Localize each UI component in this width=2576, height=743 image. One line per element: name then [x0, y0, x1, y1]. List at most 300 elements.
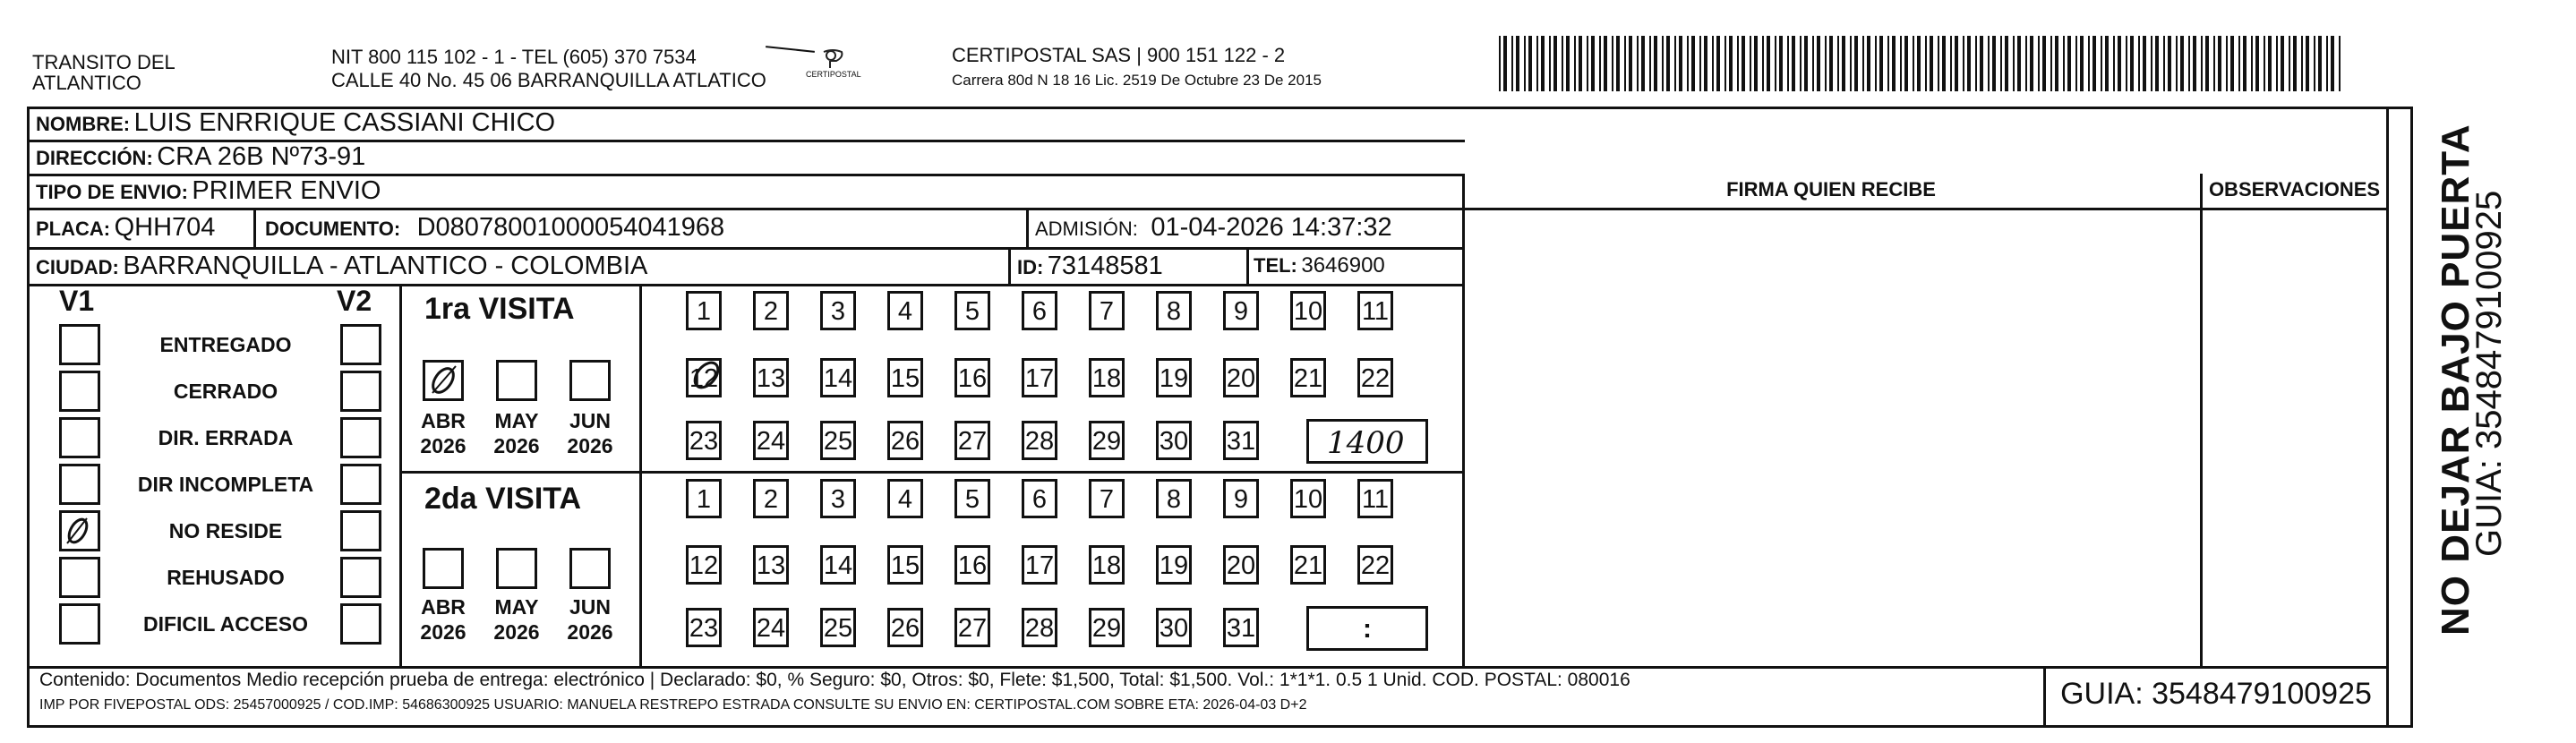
sender-address: CALLE 40 No. 45 06 BARRANQUILLA ATLATICO — [331, 69, 766, 91]
day-box[interactable] — [954, 479, 990, 518]
barcode-bar — [1579, 36, 1582, 91]
barcode-bar — [2101, 36, 2102, 91]
month-label: ABR 2026 — [420, 409, 466, 457]
day-number: 9 — [1233, 485, 1249, 514]
second-visit-time-box[interactable] — [1306, 606, 1428, 651]
day-number: 4 — [897, 297, 913, 326]
footer-guia: GUIA: 3548479100925 — [2060, 677, 2372, 711]
day-number: 19 — [1159, 364, 1189, 393]
day-box[interactable] — [820, 479, 856, 518]
barcode-bar — [1904, 36, 1908, 91]
barcode-bar — [2281, 36, 2284, 91]
footer-imp: IMP POR FIVEPOSTAL ODS: 25457000925 / COD.IMP: 54686300925 USUARIO: MANUELA RESTREPO ESTRADA CONSULTE SU ENVIO EN: CERTIPOSTAL.COM SOBRE ETA: 2026-04-03 D+2 — [39, 697, 1307, 713]
barcode-bar — [1691, 36, 1695, 91]
nombre-value: LUIS ENRRIQUE CASSIANI CHICO — [133, 108, 556, 137]
barcode-bar — [2005, 36, 2008, 91]
barcode-bar — [1612, 36, 1613, 91]
barcode-bar — [2301, 36, 2303, 91]
day-box[interactable] — [1089, 545, 1125, 585]
day-number: 6 — [1031, 297, 1048, 326]
v2-checkbox[interactable] — [340, 324, 381, 365]
day-box[interactable] — [887, 421, 923, 460]
barcode-bar — [1867, 36, 1870, 91]
barcode-bar — [2067, 36, 2071, 91]
day-box[interactable] — [753, 358, 789, 397]
barcode-bar — [2331, 36, 2334, 91]
day-number: 29 — [1091, 427, 1122, 456]
month-checkbox[interactable] — [423, 360, 464, 401]
direccion-value: CRA 26B Nº73-91 — [157, 142, 366, 171]
barcode-bar — [2276, 36, 2278, 91]
day-number: 26 — [890, 614, 920, 643]
month-checkbox[interactable] — [423, 548, 464, 589]
day-number: 19 — [1159, 551, 1189, 580]
barcode-bar — [1666, 36, 1670, 91]
v2-header: V2 — [337, 285, 372, 317]
barcode-bar — [2226, 36, 2228, 91]
day-box[interactable] — [954, 421, 990, 460]
barcode-bar — [1942, 36, 1946, 91]
barcode-bar — [2176, 36, 2178, 91]
day-box[interactable] — [820, 358, 856, 397]
day-number: 21 — [1293, 551, 1323, 580]
barcode-bar — [2230, 36, 2234, 91]
barcode-bar — [1724, 36, 1726, 91]
v1-header: V1 — [59, 285, 95, 317]
day-number: 24 — [756, 614, 786, 643]
day-number: 25 — [823, 427, 853, 456]
tipo-label: TIPO DE ENVIO: — [36, 181, 188, 203]
barcode-bar — [1503, 36, 1507, 91]
barcode-bar — [2326, 36, 2328, 91]
day-number: 29 — [1091, 614, 1122, 643]
day-box[interactable] — [1022, 545, 1057, 585]
barcode-bar — [1967, 36, 1971, 91]
month-label: MAY 2026 — [493, 409, 540, 457]
day-box[interactable] — [820, 291, 856, 330]
first-visit-title: 1ra VISITA — [424, 292, 575, 326]
day-box[interactable] — [1022, 358, 1057, 397]
barcode-bar — [1792, 36, 1795, 91]
day-box[interactable] — [1156, 608, 1192, 647]
barcode-bar — [1562, 36, 1563, 91]
barcode-bar — [1499, 36, 1501, 91]
day-box[interactable] — [1223, 608, 1259, 647]
tipo-field — [36, 176, 381, 206]
month-label: JUN 2026 — [567, 409, 613, 457]
barcode-bar — [2251, 36, 2253, 91]
barcode-bar — [1528, 36, 1532, 91]
day-box[interactable] — [1089, 479, 1125, 518]
barcode-bar — [1879, 36, 1883, 91]
day-box[interactable] — [1290, 291, 1326, 330]
day-box[interactable] — [1089, 291, 1125, 330]
barcode-bar — [2017, 36, 2021, 91]
month-label: ABR 2026 — [420, 595, 466, 644]
day-number: 5 — [964, 485, 980, 514]
v2-checkbox[interactable] — [340, 464, 381, 505]
month-label: MAY 2026 — [493, 595, 540, 644]
barcode-bar — [1754, 36, 1758, 91]
barcode-bar — [2130, 36, 2134, 91]
v1-checkbox[interactable] — [59, 603, 100, 645]
day-box[interactable] — [753, 608, 789, 647]
barcode-bar — [1779, 36, 1783, 91]
barcode-bar — [1767, 36, 1770, 91]
barcode-bar — [2218, 36, 2221, 91]
month-checkbox[interactable] — [496, 548, 537, 589]
day-box[interactable] — [1089, 608, 1125, 647]
barcode-bar — [1549, 36, 1551, 91]
barcode-bar — [1654, 36, 1657, 91]
barcode-bar — [2193, 36, 2196, 91]
barcode-bar — [1854, 36, 1858, 91]
barcode-bar — [1812, 36, 1814, 91]
id-value: 73148581 — [1047, 252, 1163, 280]
day-number: 18 — [1091, 551, 1122, 580]
barcode-bar — [1699, 36, 1701, 91]
day-box[interactable] — [1290, 479, 1326, 518]
ciudad-label: CIUDAD: — [36, 256, 119, 278]
barcode-bar — [1574, 36, 1576, 91]
barcode-bar — [1662, 36, 1664, 91]
barcode-bar — [1829, 36, 1833, 91]
barcode-bar — [1750, 36, 1751, 91]
day-box[interactable] — [1357, 479, 1393, 518]
v2-checkbox[interactable] — [340, 557, 381, 598]
day-box[interactable] — [1223, 421, 1259, 460]
day-number: 11 — [1361, 485, 1390, 514]
firma-header: FIRMA QUIEN RECIBE — [1726, 178, 1936, 201]
barcode-bar — [2339, 36, 2341, 91]
status-label: DIFICIL ACCESO — [142, 612, 308, 636]
day-number: 10 — [1293, 485, 1323, 514]
day-box[interactable] — [954, 358, 990, 397]
day-number: 31 — [1226, 427, 1256, 456]
sender-name-line1: TRANSITO DEL — [32, 51, 175, 73]
day-box[interactable] — [1357, 545, 1393, 585]
day-box[interactable] — [887, 608, 923, 647]
barcode-bar — [2000, 36, 2002, 91]
documento-field — [265, 213, 724, 243]
status-label: NO RESIDE — [168, 519, 283, 542]
barcode-bar — [1637, 36, 1639, 91]
handwritten-mark-icon — [425, 363, 461, 398]
day-box[interactable] — [1022, 291, 1057, 330]
barcode-bar — [1541, 36, 1545, 91]
barcode-bar — [1553, 36, 1557, 91]
barcode-bar — [1917, 36, 1921, 91]
month-label: JUN 2026 — [567, 595, 613, 644]
day-number: 18 — [1091, 364, 1122, 393]
day-box[interactable] — [1156, 545, 1192, 585]
day-number: 28 — [1024, 427, 1055, 456]
barcode-bar — [1704, 36, 1707, 91]
day-box[interactable] — [1223, 479, 1259, 518]
day-box[interactable] — [954, 608, 990, 647]
barcode-bar — [1616, 36, 1620, 91]
barcode-bar — [1624, 36, 1626, 91]
day-box[interactable] — [753, 479, 789, 518]
id-field — [1017, 252, 1163, 281]
day-box[interactable] — [887, 358, 923, 397]
barcode-bar — [1729, 36, 1733, 91]
barcode-bar — [1892, 36, 1896, 91]
day-number: 13 — [756, 551, 786, 580]
barcode-bar — [1775, 36, 1776, 91]
v2-checkbox[interactable] — [340, 417, 381, 458]
barcode-bar — [1992, 36, 1996, 91]
day-number: 27 — [957, 614, 988, 643]
day-box[interactable] — [1156, 479, 1192, 518]
tel-label: TEL: — [1254, 254, 1297, 277]
day-number: 30 — [1159, 427, 1189, 456]
barcode-bar — [1900, 36, 1902, 91]
day-number: 31 — [1226, 614, 1256, 643]
day-box[interactable] — [887, 291, 923, 330]
barcode-bar — [2255, 36, 2259, 91]
status-label: CERRADO — [173, 380, 278, 403]
day-box[interactable] — [686, 421, 722, 460]
day-box[interactable] — [887, 479, 923, 518]
day-number: 16 — [957, 551, 988, 580]
barcode-bar — [2025, 36, 2027, 91]
barcode-bar — [2268, 36, 2272, 91]
barcode-bar — [2155, 36, 2159, 91]
day-number: 2 — [763, 485, 779, 514]
handwritten-mark-icon — [687, 357, 726, 397]
side-guia: GUIA: 3548479100925 — [2469, 190, 2509, 557]
day-box[interactable] — [1290, 545, 1326, 585]
barcode-bar — [1804, 36, 1808, 91]
day-box[interactable] — [820, 421, 856, 460]
handwritten-mark-icon — [62, 513, 98, 549]
day-box[interactable] — [887, 545, 923, 585]
observaciones-header: OBSERVACIONES — [2208, 178, 2381, 201]
month-checkbox[interactable] — [569, 360, 611, 401]
day-number: 10 — [1293, 297, 1323, 326]
status-label: ENTREGADO — [159, 333, 292, 356]
barcode-bar — [1850, 36, 1852, 91]
barcode-bar — [2030, 36, 2033, 91]
footer-contenido: Contenido: Documentos Medio recepción prueba de entrega: electrónico | Declarado: $0, % Seguro: $0, Otros: $0, Flete: $1,500, Total: $1,500. Vol.: 1*1*1. 0.5 1 Unid. COD. POSTAL: 080016 — [39, 670, 1630, 690]
v1-checkbox[interactable] — [59, 417, 100, 458]
day-number: 15 — [890, 364, 920, 393]
month-checkbox[interactable] — [569, 548, 611, 589]
barcode-bar — [2088, 36, 2090, 91]
barcode-bar — [2075, 36, 2077, 91]
barcode-bar — [1955, 36, 1958, 91]
day-box[interactable] — [1156, 291, 1192, 330]
day-box[interactable] — [820, 545, 856, 585]
barcode-bar — [2126, 36, 2127, 91]
barcode-bar — [1649, 36, 1651, 91]
barcode-bar — [1950, 36, 1952, 91]
direccion-label: DIRECCIÓN: — [36, 147, 153, 169]
v1-checkbox[interactable] — [59, 510, 100, 551]
barcode-bar — [2243, 36, 2247, 91]
day-box[interactable] — [1089, 358, 1125, 397]
placa-field — [36, 213, 215, 243]
day-number: 17 — [1024, 551, 1055, 580]
day-number: 11 — [1361, 297, 1390, 326]
v1-checkbox[interactable] — [59, 371, 100, 412]
day-box[interactable] — [686, 545, 722, 585]
barcode-bar — [1963, 36, 1964, 91]
day-box[interactable] — [686, 608, 722, 647]
tipo-value: PRIMER ENVIO — [192, 176, 381, 205]
barcode-bar — [2238, 36, 2240, 91]
day-number: 13 — [756, 364, 786, 393]
barcode-bar — [1842, 36, 1845, 91]
tel-field — [1254, 253, 1385, 278]
barcode-bar — [2201, 36, 2203, 91]
day-box[interactable] — [1357, 358, 1393, 397]
barcode-bar — [2042, 36, 2046, 91]
v2-checkbox[interactable] — [340, 371, 381, 412]
company-line: CERTIPOSTAL SAS | 900 151 122 - 2 — [952, 44, 1286, 66]
placa-value: QHH704 — [114, 213, 216, 242]
day-box[interactable] — [1022, 608, 1057, 647]
barcode-bar — [1587, 36, 1588, 91]
day-number: 16 — [957, 364, 988, 393]
barcode-bar — [2306, 36, 2309, 91]
barcode-bar — [2188, 36, 2190, 91]
barcode-bar — [1787, 36, 1789, 91]
barcode-bar — [1975, 36, 1977, 91]
day-box[interactable] — [686, 358, 722, 397]
day-number: 14 — [823, 551, 853, 580]
barcode-bar — [1604, 36, 1607, 91]
v1-checkbox[interactable] — [59, 464, 100, 505]
barcode-bar — [2289, 36, 2290, 91]
side-warning: NO DEJAR BAJO PUERTA — [2434, 124, 2478, 636]
v2-checkbox[interactable] — [340, 510, 381, 551]
barcode-bar — [2314, 36, 2315, 91]
day-number: 1 — [696, 485, 712, 514]
barcode-bar — [2013, 36, 2015, 91]
barcode-bar — [1925, 36, 1927, 91]
certipostal-logo: CERTIPOSTAL — [806, 47, 860, 86]
day-number: 9 — [1233, 297, 1249, 326]
sender-name-line2: ATLANTICO — [32, 72, 141, 94]
day-box[interactable] — [1089, 421, 1125, 460]
day-number: 7 — [1099, 297, 1115, 326]
day-number: 12 — [689, 551, 719, 580]
first-visit-time: 1400 — [1327, 425, 1405, 461]
v2-checkbox[interactable] — [340, 603, 381, 645]
ciudad-value: BARRANQUILLA - ATLANTICO - COLOMBIA — [123, 252, 648, 280]
day-number: 20 — [1226, 364, 1256, 393]
barcode-bar — [1591, 36, 1595, 91]
barcode-bar — [2318, 36, 2322, 91]
day-number: 23 — [689, 614, 719, 643]
day-number: 21 — [1293, 364, 1323, 393]
barcode-bar — [1629, 36, 1632, 91]
barcode-bar — [2113, 36, 2115, 91]
v1-checkbox[interactable] — [59, 324, 100, 365]
month-checkbox[interactable] — [496, 360, 537, 401]
barcode-bar — [2050, 36, 2052, 91]
sender-nit: NIT 800 115 102 - 1 - TEL (605) 370 7534 — [331, 46, 697, 68]
barcode-bar — [2038, 36, 2040, 91]
barcode-bar — [1988, 36, 1990, 91]
v1-checkbox[interactable] — [59, 557, 100, 598]
barcode-bar — [1825, 36, 1827, 91]
barcode-bar — [2213, 36, 2215, 91]
day-box[interactable] — [954, 291, 990, 330]
barcode-bar — [2143, 36, 2146, 91]
barcode — [1497, 36, 2348, 91]
day-number: 28 — [1024, 614, 1055, 643]
second-visit-time: : — [1363, 614, 1372, 644]
day-number: 20 — [1226, 551, 1256, 580]
day-number: 15 — [890, 551, 920, 580]
day-box[interactable] — [1022, 421, 1057, 460]
barcode-bar — [1737, 36, 1739, 91]
day-box[interactable] — [1223, 545, 1259, 585]
barcode-bar — [1712, 36, 1714, 91]
first-visit-time-box[interactable] — [1306, 419, 1428, 464]
day-number: 24 — [756, 427, 786, 456]
nombre-label: NOMBRE: — [36, 113, 131, 135]
day-box[interactable] — [753, 545, 789, 585]
barcode-bar — [2063, 36, 2065, 91]
admision-field — [1035, 213, 1392, 243]
barcode-bar — [1887, 36, 1889, 91]
day-number: 3 — [830, 485, 846, 514]
day-box[interactable] — [820, 608, 856, 647]
barcode-bar — [2264, 36, 2265, 91]
day-box[interactable] — [686, 479, 722, 518]
day-number: 17 — [1024, 364, 1055, 393]
day-number: 26 — [890, 427, 920, 456]
barcode-bar — [1716, 36, 1720, 91]
day-number: 5 — [964, 297, 980, 326]
barcode-bar — [2151, 36, 2152, 91]
id-label: ID: — [1017, 256, 1044, 278]
barcode-bar — [1762, 36, 1764, 91]
day-box[interactable] — [753, 421, 789, 460]
day-number: 4 — [897, 485, 913, 514]
barcode-bar — [2168, 36, 2171, 91]
barcode-bar — [2163, 36, 2165, 91]
barcode-bar — [1913, 36, 1914, 91]
day-box[interactable] — [1223, 291, 1259, 330]
day-box[interactable] — [1223, 358, 1259, 397]
status-label: DIR INCOMPLETA — [137, 473, 314, 496]
placa-label: PLACA: — [36, 218, 111, 240]
barcode-bar — [1980, 36, 1983, 91]
admision-label: ADMISIÓN: — [1035, 218, 1138, 240]
license-line: Carrera 80d N 18 16 Lic. 2519 De Octubre 23 De 2015 — [952, 72, 1322, 89]
barcode-bar — [2080, 36, 2084, 91]
day-box[interactable] — [1357, 291, 1393, 330]
day-number: 2 — [763, 297, 779, 326]
day-box[interactable] — [1156, 421, 1192, 460]
day-box[interactable] — [1290, 358, 1326, 397]
day-box[interactable] — [1156, 358, 1192, 397]
day-box[interactable] — [1022, 479, 1057, 518]
day-box[interactable] — [686, 291, 722, 330]
day-box[interactable] — [954, 545, 990, 585]
day-number: 23 — [689, 427, 719, 456]
day-number: 30 — [1159, 614, 1189, 643]
day-box[interactable] — [753, 291, 789, 330]
barcode-bar — [1566, 36, 1570, 91]
barcode-bar — [1930, 36, 1933, 91]
ciudad-field — [36, 252, 647, 281]
